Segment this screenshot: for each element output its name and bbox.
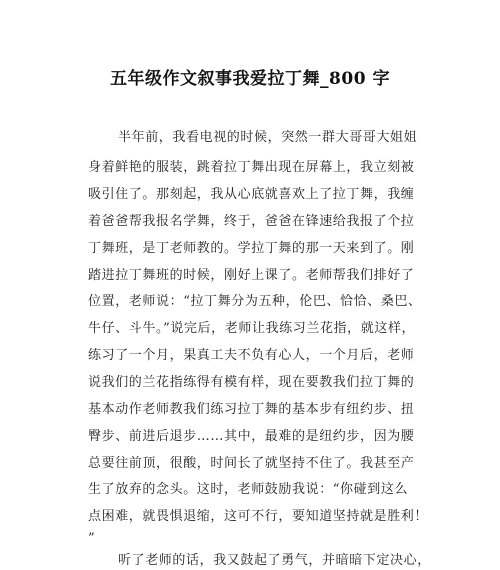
text-line: 半年前，我看电视的时候，突然一群大哥哥大姐姐: [118, 130, 418, 145]
text-line: 位置，老师说：“拉丁舞分为五种，伦巴、恰恰、桑巴、: [88, 294, 422, 309]
text-line: ”: [88, 531, 96, 546]
text-line: 练习了一个月，果真工夫不负有心人，一个月后，老师: [88, 348, 415, 363]
text-line: 基本动作老师教我们练习拉丁舞的基本步有纽约步、扭: [88, 402, 415, 417]
text-line: 总要往前顶，很酸，时间长了就坚持不住了。我甚至产: [88, 456, 415, 471]
text-line: 踏进拉丁舞班的时候，刚好上课了。老师帮我们排好了: [88, 268, 415, 283]
text-line: 点困难，就畏惧退缩，这可不行，要知道坚持就是胜利！: [88, 509, 429, 524]
text-line: 牛仔、斗牛。”说完后，老师让我练习兰花指，就这样，: [88, 321, 416, 336]
text-line: 身着鲜艳的服装，跳着拉丁舞出现在屏幕上，我立刻被: [88, 160, 415, 175]
document-title: 五年级作文叙事我爱拉丁舞_800 字: [110, 69, 390, 89]
text-line: 臀步、前进后退步……其中，最难的是纽约步，因为腰: [88, 429, 415, 444]
text-line: 说我们的兰花指练得有模有样，现在要教我们拉丁舞的: [88, 375, 415, 390]
text-line: 生了放弃的念头。这时，老师鼓励我说：“你碰到这么: [88, 482, 409, 497]
text-line: 吸引住了。那刻起，我从心底就喜欢上了拉丁舞，我缠: [88, 187, 415, 202]
text-line: 丁舞班，是丁老师教的。学拉丁舞的那一天来到了。刚: [88, 241, 415, 256]
text-line: 听了老师的话，我又鼓起了勇气，并暗暗下定决心，: [118, 553, 431, 568]
text-line: 着爸爸帮我报名学舞，终于，爸爸在锋速给我报了个拉: [88, 214, 415, 229]
